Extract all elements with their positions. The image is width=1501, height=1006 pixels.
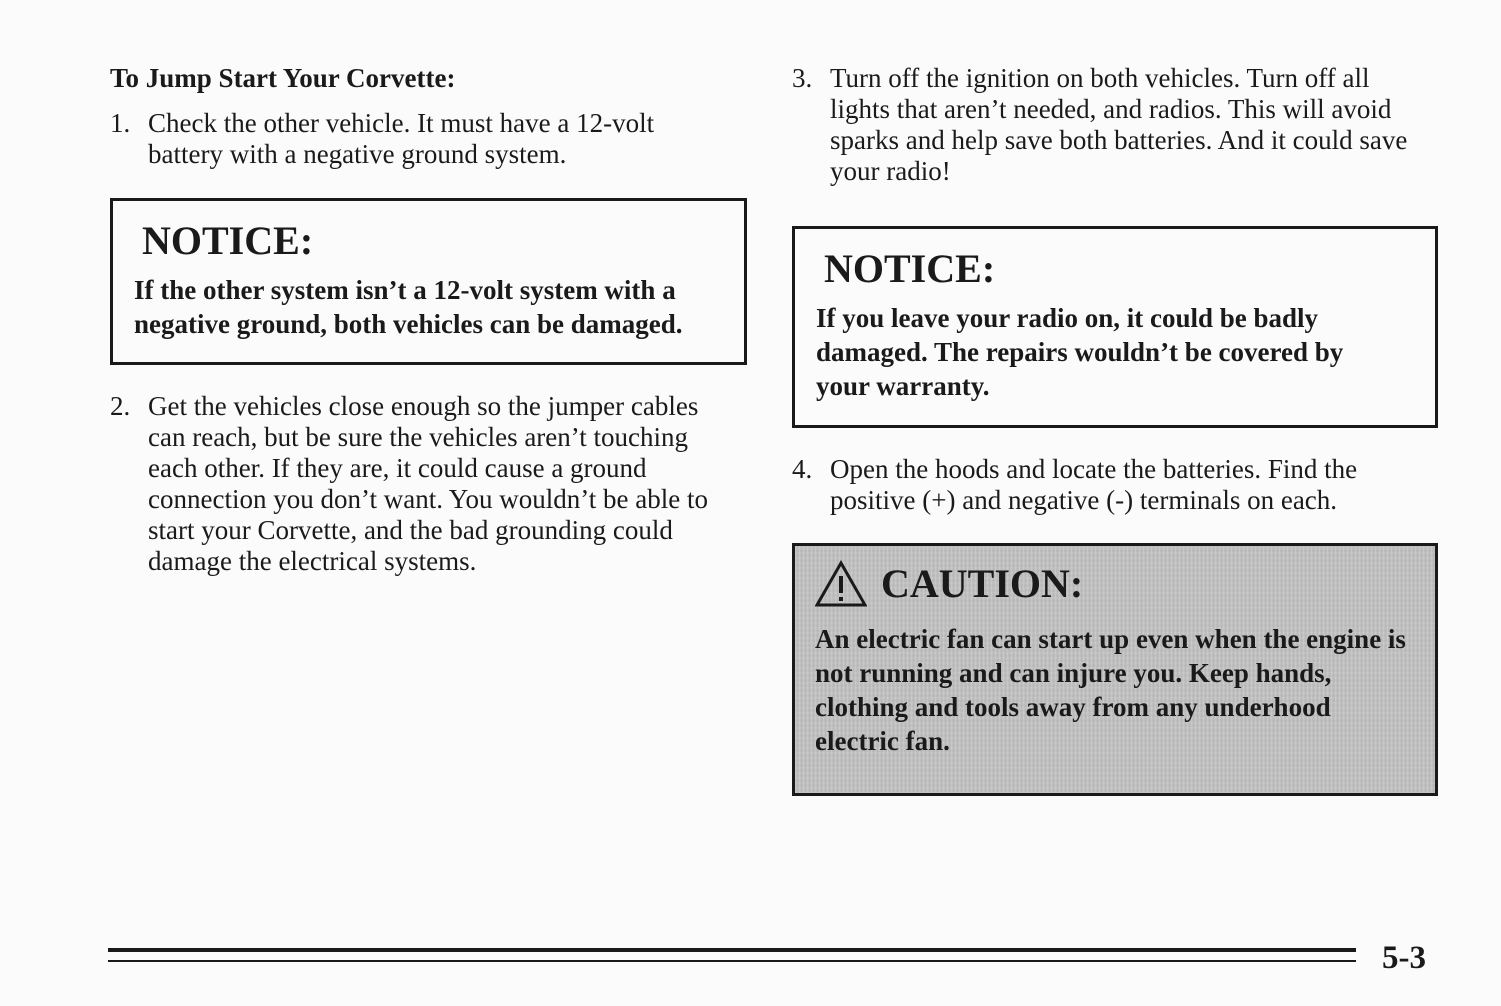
caution-title-row: [815, 560, 1415, 608]
footer-rule-thick: [108, 948, 1356, 952]
notice-title: NOTICE:: [824, 246, 996, 291]
step-3: [792, 63, 1440, 187]
footer-rule-thin: [108, 960, 1356, 962]
right-column: [792, 0, 1440, 1006]
notice-body: If you leave your radio on, it could be badly damaged. The repairs wouldn’t be covered by your warranty.: [816, 303, 1344, 401]
caution-title: CAUTION:: [881, 561, 1084, 606]
step-1-text: Check the other vehicle. It must have a 12-volt battery with a negative ground system.: [148, 108, 655, 169]
left-column: [110, 0, 750, 1006]
step-1-number: 1.: [110, 108, 131, 138]
notice-title: NOTICE:: [142, 218, 314, 263]
notice-box-right: [792, 226, 1438, 428]
step-3-text: Turn off the ignition on both vehicles. Turn off all lights that aren’t needed, and radios. This will avoid sparks and help save both batteries. And it could save your radio!: [830, 63, 1408, 186]
notice-box-left: [110, 198, 747, 365]
page-number: 5-3: [1382, 940, 1426, 976]
notice-body: If the other system isn’t a 12-volt system with a negative ground, both vehicles can be damaged.: [134, 275, 683, 339]
step-4: [792, 454, 1440, 516]
step-1: [110, 108, 750, 170]
warning-triangle-icon: [815, 560, 867, 608]
step-3-number: 3.: [792, 63, 813, 93]
section-heading: To Jump Start Your Corvette:: [110, 63, 456, 93]
step-2-number: 2.: [110, 391, 131, 421]
step-2-text: Get the vehicles close enough so the jumper cables can reach, but be sure the vehicles aren’t touching each other. If they are, it could cause a ground connection you don’t want. You wouldn’t be able to start your Corvette, and the bad grounding could damage the electrical systems.: [148, 391, 708, 576]
caution-box: [792, 543, 1438, 796]
step-4-number: 4.: [792, 454, 813, 484]
step-4-text: Open the hoods and locate the batteries. Find the positive (+) and negative (-) terminals on each.: [830, 454, 1358, 515]
step-2: [110, 391, 750, 577]
caution-body: An electric fan can start up even when the engine is not running and can injure you. Keep hands, clothing and tools away from any underhood electric fan.: [815, 624, 1406, 756]
